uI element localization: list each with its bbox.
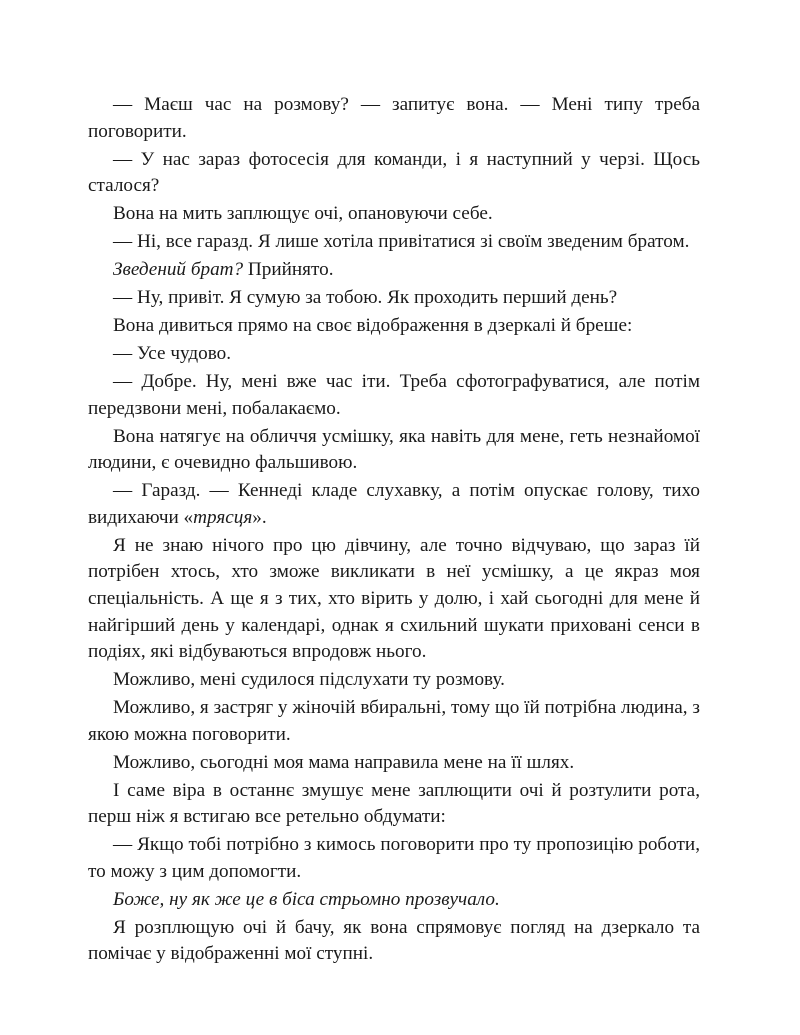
paragraph — [88, 369, 700, 422]
paragraph-text: — Якщо тобі потрібно з кимось поговорити про ту пропозицію роботи, то можу з цим допомогти. — [88, 834, 700, 882]
paragraph — [88, 424, 700, 477]
paragraph — [88, 229, 700, 256]
paragraph-text: Прийнято. — [243, 259, 334, 281]
paragraph-text: Можливо, мені судилося підслухати ту розмову. — [113, 669, 505, 691]
paragraph — [88, 201, 700, 228]
paragraph — [88, 887, 700, 914]
paragraph — [88, 778, 700, 831]
paragraph — [88, 915, 700, 968]
paragraph — [88, 341, 700, 368]
paragraph — [88, 313, 700, 340]
paragraph-text: Я розплющую очі й бачу, як вона спрямовує погляд на дзеркало та помічає у відображенні мої ступні. — [88, 916, 700, 965]
paragraph-text: Можливо, я застряг у жіночій вбиральні, тому що їй потрібна людина, з якою можна поговорити. — [88, 697, 700, 745]
paragraph-text: — Гаразд. — Кеннеді кладе слухавку, а потім опускає голову, тихо видихаючи « — [88, 480, 700, 528]
paragraph-text: — Маєш час на розмову? — запитує вона. — Мені типу треба поговорити. — [88, 94, 700, 142]
book-page — [88, 92, 700, 969]
paragraph-text: — Ні, все гаразд. Я лише хотіла привітатися зі своїм зведеним братом. — [113, 231, 690, 253]
italic-thought: Боже, ну як же це в біса стрьомно прозвучало. — [113, 888, 500, 910]
paragraph — [88, 257, 700, 284]
paragraph-text: Вона натягує на обличчя усмішку, яка навіть для мене, геть незнайомої людини, є очевидно фальшивою. — [88, 425, 700, 474]
paragraph-text: — У нас зараз фотосесія для команди, і я наступний у черзі. Щось сталося? — [88, 148, 700, 197]
paragraph — [88, 533, 700, 666]
paragraph — [88, 667, 700, 694]
paragraph-text: — Добре. Ну, мені вже час іти. Треба сфотографуватися, але потім передзвони мені, побалакаємо. — [88, 371, 700, 419]
italic-word: трясця — [193, 506, 253, 528]
paragraph — [88, 147, 700, 200]
paragraph — [88, 832, 700, 885]
paragraph — [88, 478, 700, 531]
italic-thought: Зведений брат? — [113, 259, 244, 281]
paragraph — [88, 750, 700, 777]
paragraph — [88, 695, 700, 748]
paragraph-text: Можливо, сьогодні моя мама направила мене на її шлях. — [113, 751, 575, 773]
paragraph — [88, 92, 700, 145]
paragraph — [88, 285, 700, 312]
paragraph-text: Вона на мить заплющує очі, опановуючи себе. — [113, 203, 493, 225]
paragraph-text: Вона дивиться прямо на своє відображення в дзеркалі й бреше: — [113, 315, 633, 337]
paragraph-text: — Усе чудово. — [113, 343, 232, 365]
paragraph-text: І саме віра в останнє змушує мене заплющити очі й розтулити рота, перш ніж я встигаю все ретельно обдумати: — [88, 779, 700, 828]
paragraph-text: — Ну, привіт. Я сумую за тобою. Як проходить перший день? — [113, 287, 618, 309]
paragraph-text: ». — [252, 506, 267, 528]
paragraph-text: Я не знаю нічого про цю дівчину, але точно відчуваю, що зараз їй потрібен хтось, хто зможе викликати в неї усмішку, а це якраз моя спеціальність. А ще я з тих, хто вірить у долю, і хай сьогодні для мене й найгірший день у календарі, однак я схильний шукати приховані сенси в подіях, які відбуваються впродовж нього. — [88, 534, 700, 663]
